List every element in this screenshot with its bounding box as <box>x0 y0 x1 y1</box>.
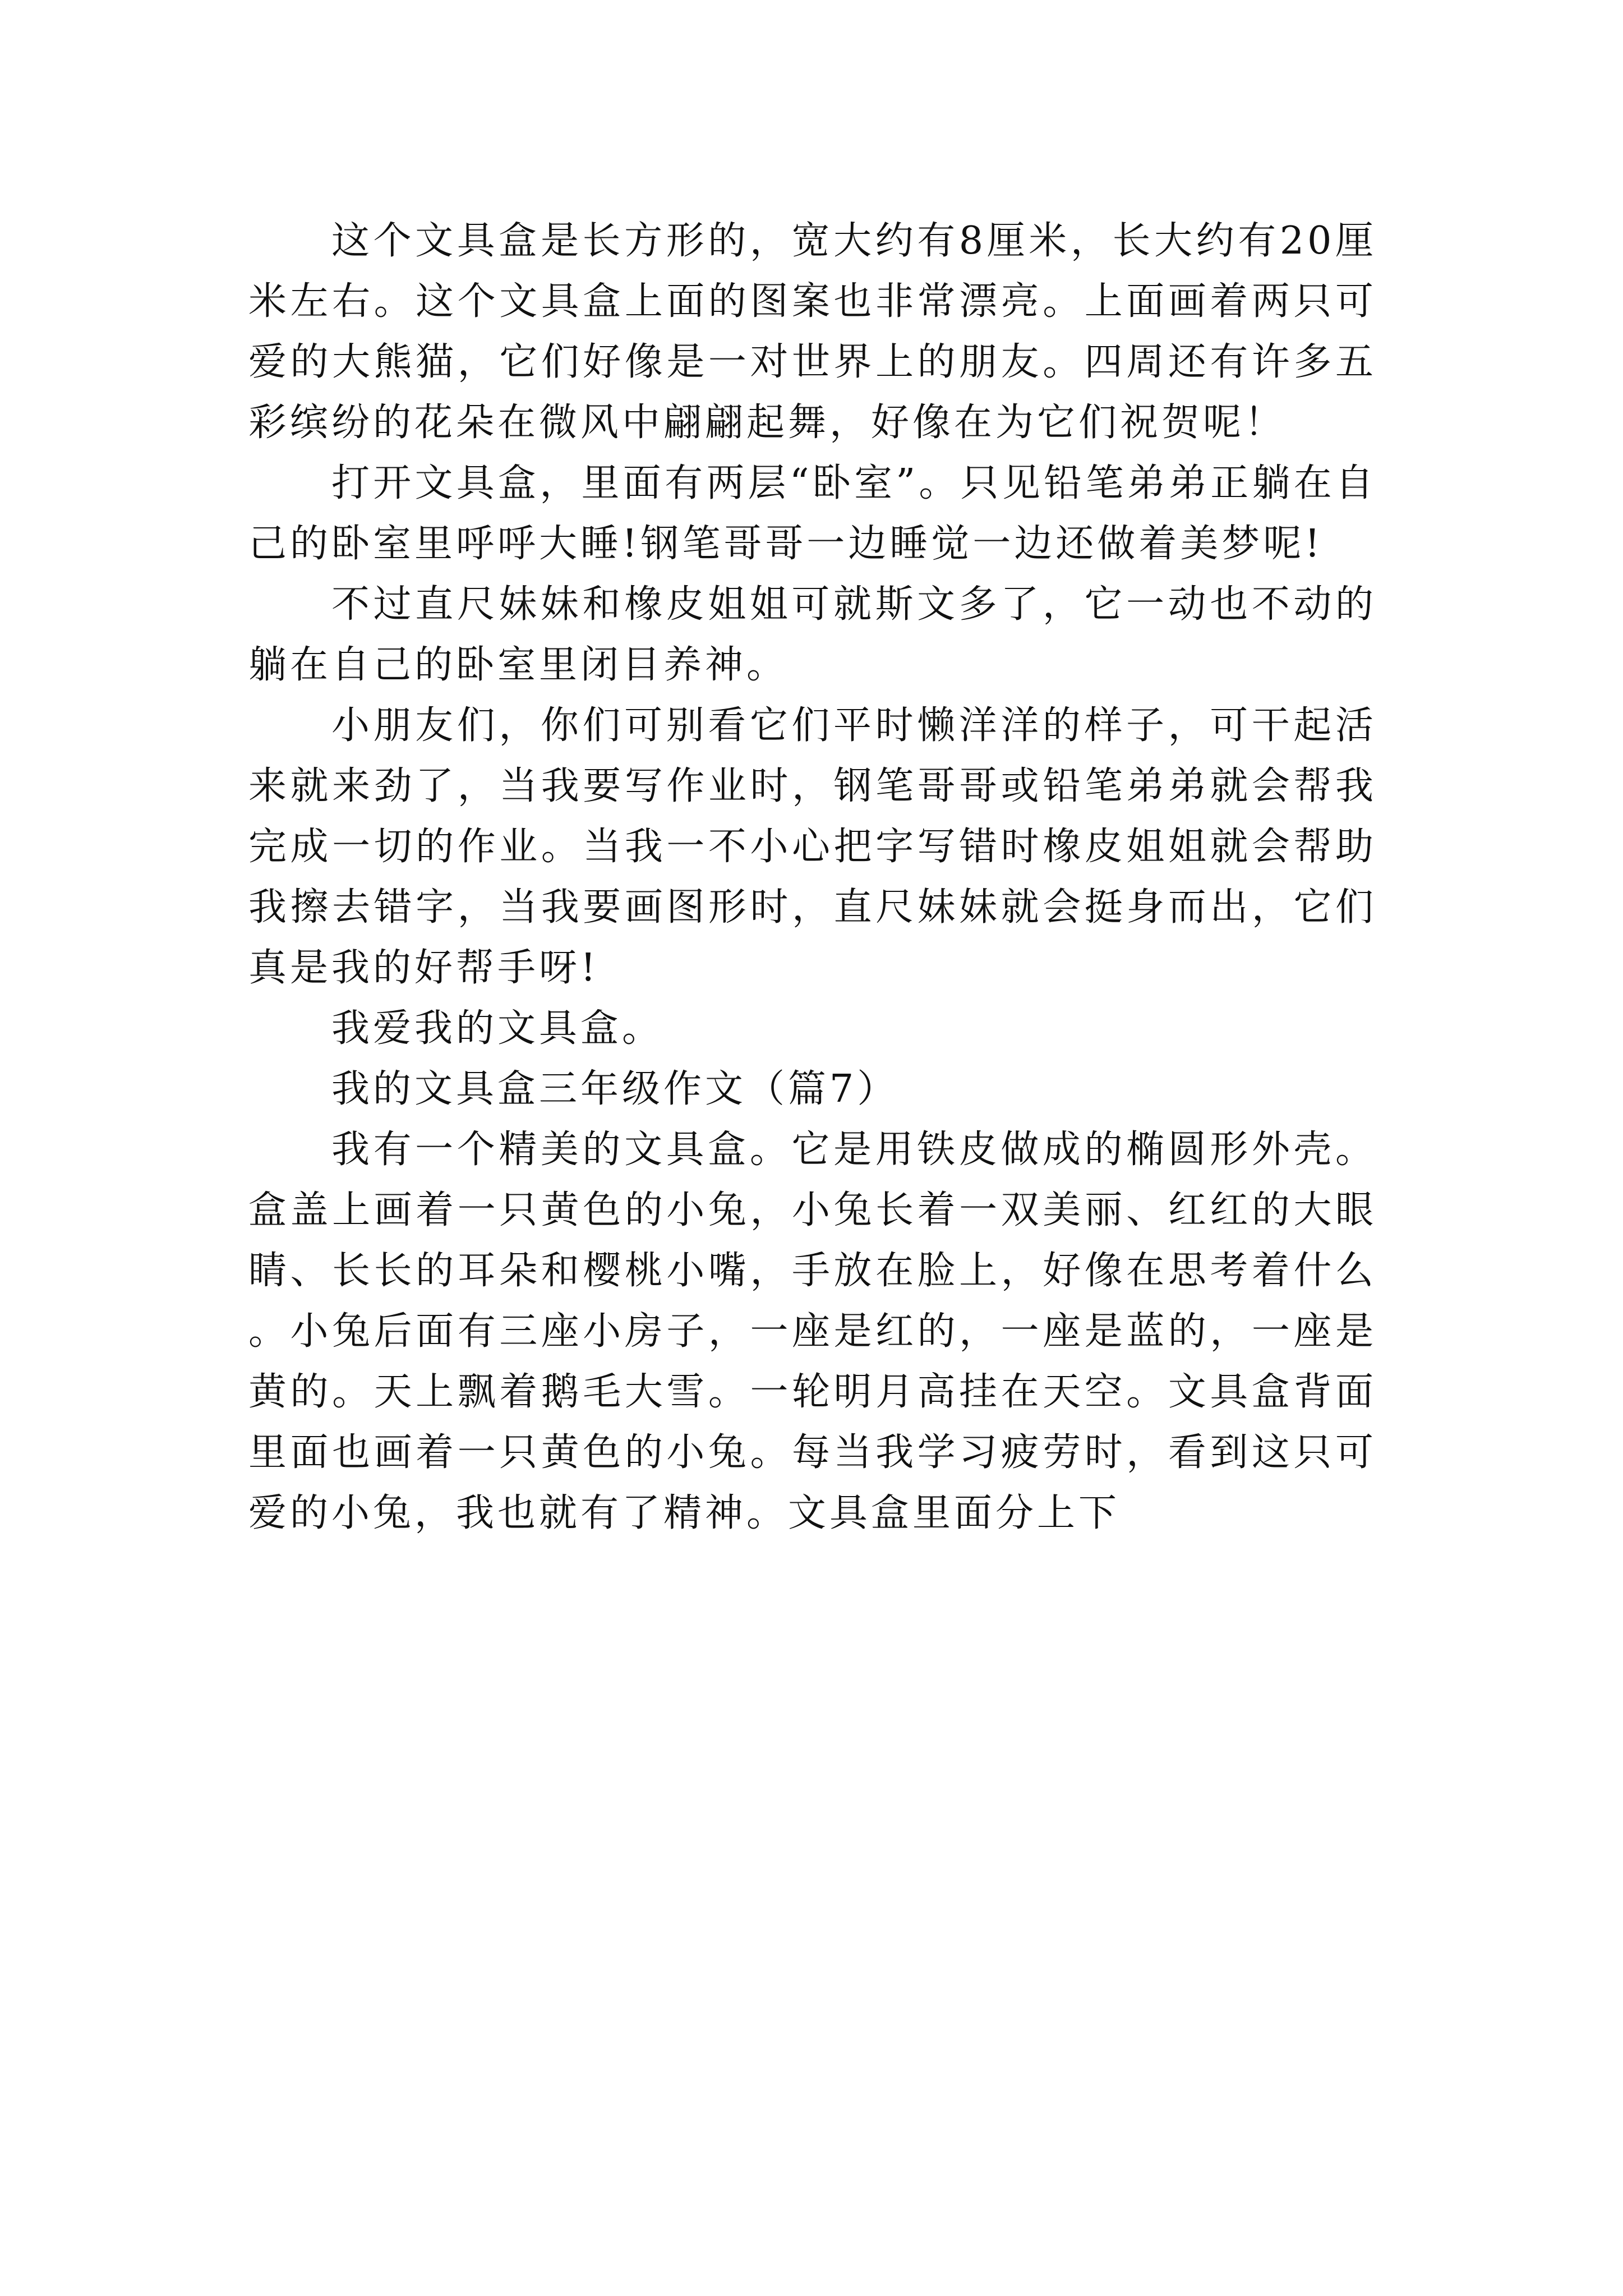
paragraph: 我爱我的文具盒。 <box>331 1006 664 1051</box>
paragraph: 我有一个精美的文具盒。它是用铁皮做成的椭圆形外壳。盒盖上画着一只黄色的小兔，小兔长着一双美丽、红红的大眼睛、长长的耳朵和樱桃小嘴，手放在脸上，好像在思考着什么。小兔后面有三座小房子，一座是红的，一座是蓝的，一座是黄的。天上飘着鹅毛大雪。一轮明月高挂在天空。文具盒背面里面也画着一只黄色的小兔。每当我学习疲劳时，看到这只可爱的小兔，我也就有了精神。文具盒里面分上下 <box>248 1128 1377 1535</box>
document-body <box>248 211 1377 1544</box>
section-heading: 我的文具盒三年级作文（篇7） <box>331 1067 899 1111</box>
paragraph: 打开文具盒，里面有两层“卧室”。只见铅笔弟弟正躺在自己的卧室里呼呼大睡!钢笔哥哥一边睡觉一边还做着美梦呢! <box>248 461 1377 566</box>
paragraph: 小朋友们，你们可别看它们平时懒洋洋的样子，可干起活来就来劲了，当我要写作业时，钢笔哥哥或铅笔弟弟就会帮我完成一切的作业。当我一不小心把字写错时橡皮姐姐就会帮助我擦去错字，当我要画图形时，直尺妹妹就会挺身而出，它们真是我的好帮手呀! <box>248 703 1377 990</box>
paragraph: 这个文具盒是长方形的，宽大约有8厘米，长大约有20厘米左右。这个文具盒上面的图案也非常漂亮。上面画着两只可爱的大熊猫，它们好像是一对世界上的朋友。四周还有许多五彩缤纷的花朵在微风中翩翩起舞，好像在为它们祝贺呢！ <box>248 219 1377 445</box>
paragraph: 不过直尺妹妹和橡皮姐姐可就斯文多了，它一动也不动的躺在自己的卧室里闭目养神。 <box>248 582 1377 687</box>
